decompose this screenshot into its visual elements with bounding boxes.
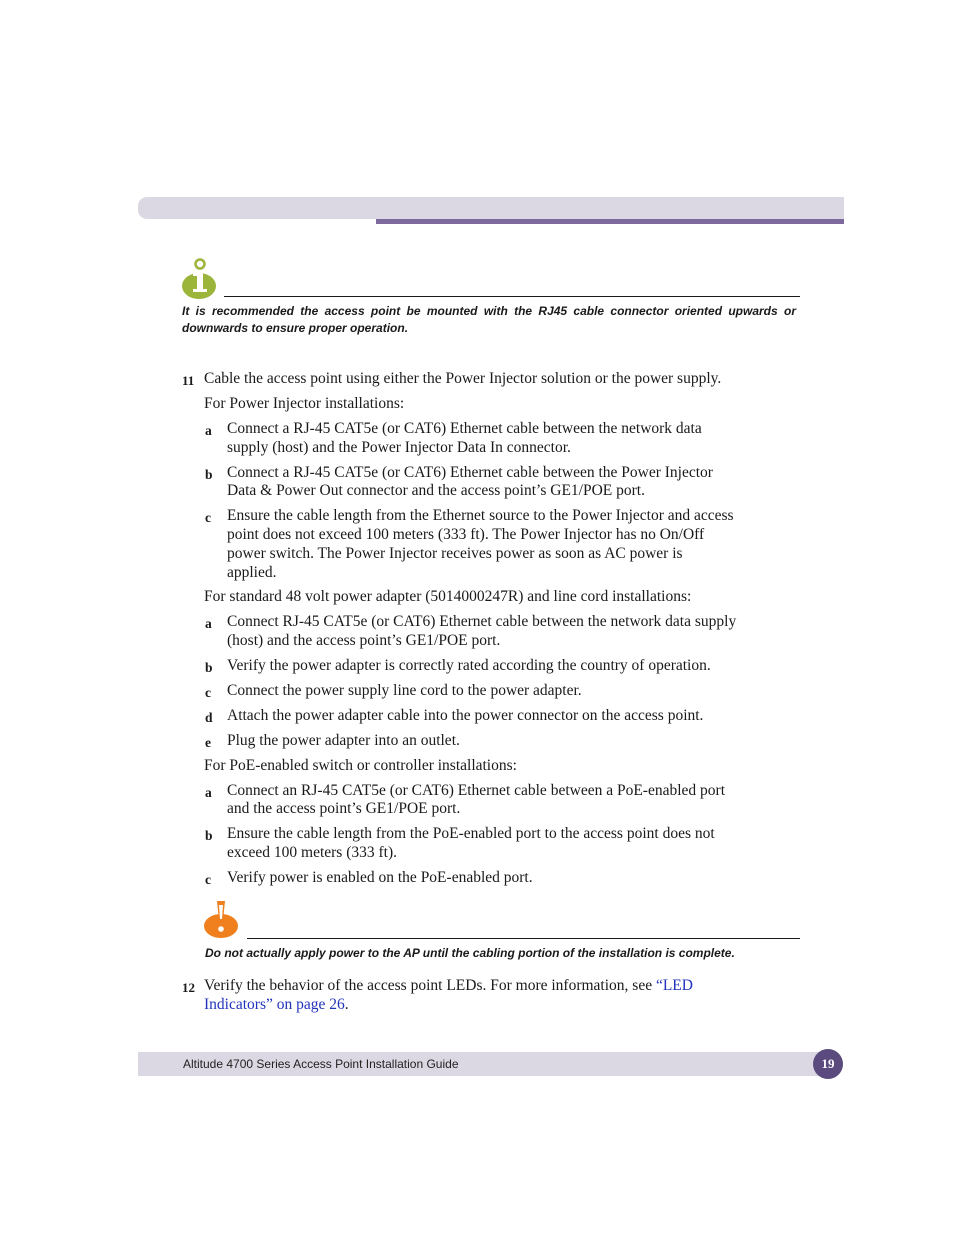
item-letter: b	[205, 660, 213, 675]
header-band	[138, 197, 844, 219]
item-line: exceed 100 meters (333 ft).	[227, 844, 398, 861]
info-icon	[180, 257, 218, 301]
item-line: Data & Power Out connector and the access point’s GE1/POE port.	[227, 482, 645, 499]
led-indicators-link[interactable]: Indicators” on page 26	[204, 996, 345, 1013]
item-line: Verify the power adapter is correctly rated according the country of operation.	[227, 657, 711, 674]
item-letter: c	[205, 872, 211, 887]
step-text-part: Verify the behavior of the access point LEDs. For more information, see	[204, 977, 656, 994]
item-line: Connect the power supply line cord to the power adapter.	[227, 682, 582, 699]
item-line: Ensure the cable length from the PoE-enabled port to the access point does not	[227, 825, 715, 842]
caution-rule	[247, 938, 800, 939]
step-text	[204, 976, 693, 995]
item-line: point does not exceed 100 meters (333 ft). The Power Injector has no On/Off	[227, 526, 705, 543]
group-intro: For Power Injector installations:	[204, 395, 405, 412]
item-line: (host) and the access point’s GE1/POE port.	[227, 632, 501, 649]
item-letter: e	[205, 735, 211, 750]
step-number: 11	[182, 373, 195, 388]
item-letter: b	[205, 828, 213, 843]
item-letter: a	[205, 423, 212, 438]
item-letter: a	[205, 785, 212, 800]
header-rule	[376, 219, 844, 224]
item-line: Connect RJ-45 CAT5e (or CAT6) Ethernet cable between the network data supply	[227, 613, 737, 630]
step-text: Cable the access point using either the Power Injector solution or the power supply.	[204, 370, 722, 387]
item-line: supply (host) and the Power Injector Data In connector.	[227, 439, 571, 456]
note-rule	[224, 296, 800, 297]
item-line: Connect a RJ-45 CAT5e (or CAT6) Ethernet cable between the Power Injector	[227, 464, 713, 481]
item-line: Connect an RJ-45 CAT5e (or CAT6) Ethernet cable between a PoE-enabled port	[227, 782, 725, 799]
item-letter: a	[205, 616, 212, 631]
item-letter: b	[205, 467, 213, 482]
item-line: Verify power is enabled on the PoE-enabled port.	[227, 869, 533, 886]
footer-title: Altitude 4700 Series Access Point Installation Guide	[183, 1057, 459, 1071]
page-number: 19	[813, 1049, 843, 1079]
item-line: Connect a RJ-45 CAT5e (or CAT6) Ethernet cable between the network data	[227, 420, 702, 437]
group-intro: For PoE-enabled switch or controller installations:	[204, 757, 517, 774]
note-text: It is recommended the access point be mounted with the RJ45 cable connector oriented upwards or downwards to ensure proper operation.	[182, 304, 796, 335]
item-line: Plug the power adapter into an outlet.	[227, 732, 460, 749]
item-letter: c	[205, 510, 211, 525]
step-number: 12	[182, 980, 195, 995]
step-text-part: .	[344, 996, 349, 1013]
item-line: Ensure the cable length from the Ethernet source to the Power Injector and access	[227, 507, 734, 524]
step-text	[204, 995, 349, 1014]
group-intro: For standard 48 volt power adapter (5014000247R) and line cord installations:	[204, 588, 692, 605]
item-line: applied.	[227, 564, 277, 581]
item-line: power switch. The Power Injector receives power as soon as AC power is	[227, 545, 683, 562]
item-letter: d	[205, 710, 213, 725]
item-letter: c	[205, 685, 211, 700]
item-line: Attach the power adapter cable into the power connector on the access point.	[227, 707, 704, 724]
led-indicators-link[interactable]: “LED	[655, 977, 693, 994]
caution-icon	[202, 899, 242, 941]
caution-text: Do not actually apply power to the AP until the cabling portion of the installation is complete.	[205, 946, 735, 960]
item-line: and the access point’s GE1/POE port.	[227, 800, 461, 817]
